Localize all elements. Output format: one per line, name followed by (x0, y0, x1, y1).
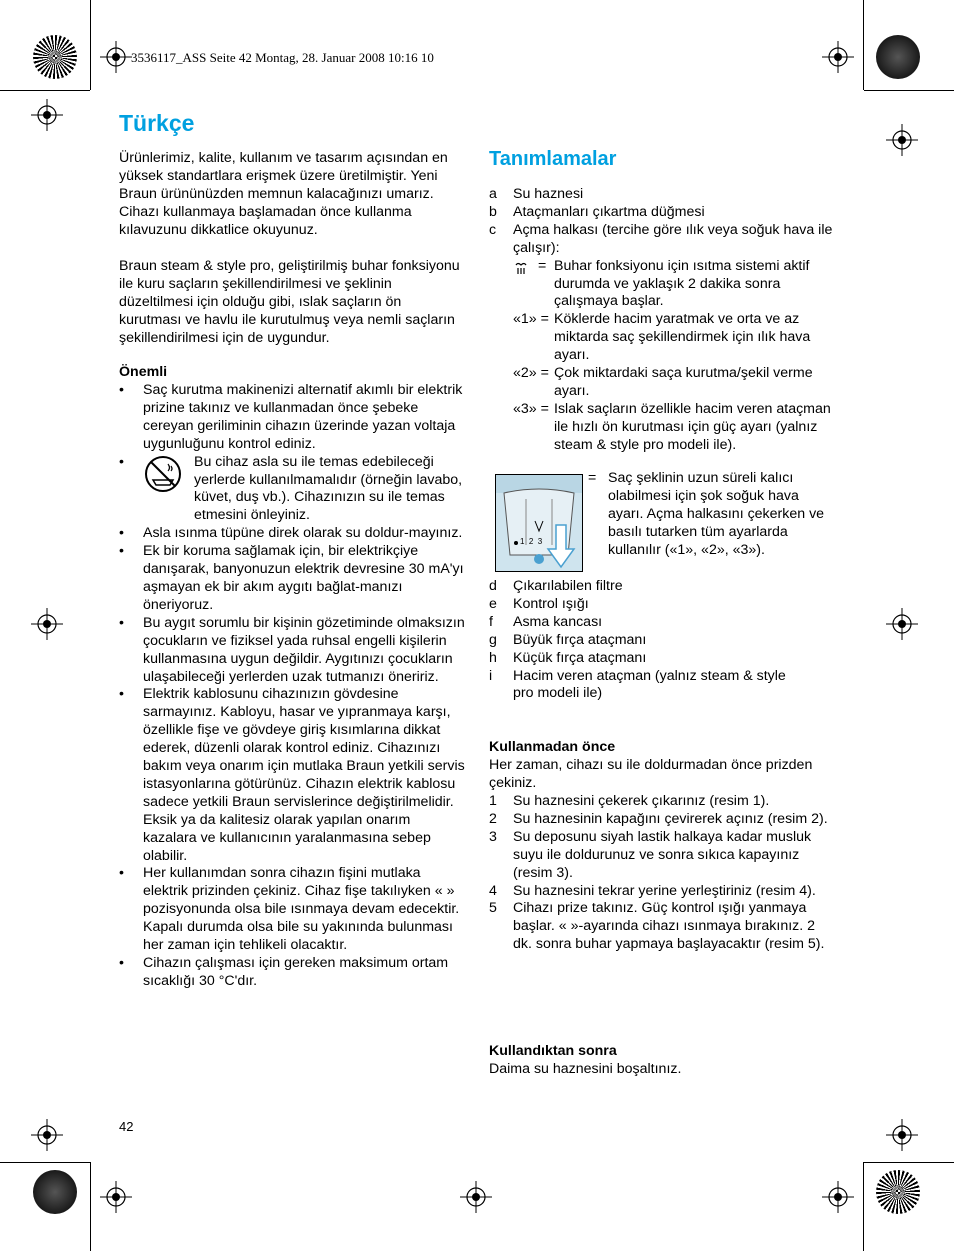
page-title: Türkçe (119, 110, 195, 136)
dryer-dial-icon (496, 475, 582, 571)
crosshair-icon (100, 1181, 132, 1213)
setting-1: «1» = Köklerde hacim yaratmak ve orta ve az miktarda saç şekillendirmek için ılık hava ayarı. (513, 311, 811, 364)
list-item: • Her kullanımdan sonra cihazın fişini mutlaka elektrik prizinden çekiniz. Cihaz fişe takılıyken « » pozisyonunda olsa bile ısınmaya devam edecektir. Kapalı durumda olsa bile su yakınında bulunması her zaman için tehlikeli olacaktır. (119, 865, 460, 954)
crop-line (90, 1162, 91, 1251)
after-use-text: Daima su haznesini boşaltınız. (489, 1061, 682, 1077)
dial-labels: 1 2 3 (520, 537, 543, 546)
list-item: • Elektrik kablosunu cihazınızın gövdesine sarmayınız. Kabloyu, hasar ve yıpranmaya karşı, özellikle fişe ve gövdeye giriş kısımlarına dikkat ederek, düzenli olarak kontrol ediniz. Cihazınızı bakım veya onarım için mutlaka Braun yetkili servis istasyonlarına götürünüz. Cihazın elektrik kablosu sadece yetkili Braun servislerince değiştirilmelidir. Eksik ya da kalitesiz olarak yapılan onarım kazalara ve kullanıcının yaralanmasına sebep olabilir. (119, 686, 465, 864)
list-item: a Su haznesi (489, 186, 584, 202)
crop-line (0, 90, 90, 91)
list-item: 5 Cihazı prize takınız. Güç kontrol ışığı yanmaya başlar. « »-ayarında cihazı ısınmaya bırakınız. 2 dk. sonra buhar yapmaya başlayacaktır (resim 5). (489, 900, 825, 953)
steam-icon (513, 260, 529, 276)
setting-cool-shot: = Saç şeklinin uzun süreli kalıcı olabilmesi için şok soğuk hava ayarı. Açma halkasını çekerken ve basılı tutarken tüm ayarlarda kullanılır («1», «2», «3»). (588, 470, 825, 558)
safety-list (119, 382, 465, 991)
crosshair-icon (31, 1119, 63, 1151)
crop-line (90, 0, 91, 90)
setting-3: «3» = Islak saçların özellikle hacim veren ataçman ile hızlı ön kurutması için güç ayarı (yalnız steam & style pro modeli ile). (513, 400, 831, 453)
list-item: 2 Su haznesinin kapağını çevirerek açınız (resim 2). (489, 810, 828, 827)
crosshair-icon (886, 124, 918, 156)
before-use-intro: Her zaman, cihazı su ile doldurmadan önce prizden çekiniz. (489, 757, 813, 791)
list-item: • Bu cihaz asla su ile temas edebileceği yerlerde kullanılmamalıdır (örneğin lavabo, küvet, duş vb.). Cihazınızın su ile temas etmesini önleyiniz. (119, 453, 463, 524)
list-item: • Ek bir koruma sağlamak için, bir elektrikçiye danışarak, banyonuzun elektrik devresine 30 mA'yı aşmayan ek bir akım aygıtı bağlat-manızı öneriyoruz. (119, 543, 464, 613)
crosshair-icon (460, 1181, 492, 1213)
setting-steam: = Buhar fonksiyonu için ısıtma sistemi aktif durumda ve yaklaşık 2 dakika sonra çalışmaya başlar. (489, 258, 834, 312)
crosshair-icon (31, 99, 63, 131)
no-water-warning-icon (143, 454, 183, 494)
page-number: 42 (119, 1119, 134, 1134)
list-item: • Asla ısınma tüpüne direk olarak su doldur-mayınız. (119, 525, 463, 542)
list-item: • Cihazın çalışması için gereken maksimum ortam sıcaklığı 30 °C'dır. (119, 955, 449, 989)
list-item: b Ataçmanları çıkartma düğmesi (489, 203, 705, 220)
list-item: h Küçük fırça ataçmanı (489, 649, 647, 666)
crop-line (864, 1162, 954, 1163)
crosshair-icon (31, 608, 63, 640)
important-heading: Önemli (119, 364, 168, 380)
list-item: f Asma kancası (489, 613, 603, 630)
registration-rosette-icon (876, 35, 920, 79)
crop-line (864, 90, 954, 91)
intro-paragraph: Ürünlerimiz, kalite, kullanım ve tasarım açısından en yüksek standartlara erişmek üzere üretilmiştir. Yeni Braun ürününüzden memnun kalacağınızı umarız. Cihazı kullanmaya başlamadan önce kullanma kılavuzunu dikkatlice okuyunuz. (119, 150, 448, 238)
crosshair-icon (822, 1181, 854, 1213)
product-description: Braun steam & style pro, geliştirilmiş buhar fonksiyonu ile kuru saçların şekillendirilmesi ve şeklinin düzeltilmesi için olduğu gibi, ıslak saçların ön kurutması ve havlu ile kurutulmuş veya nemli saçların şekillendirilmesi için de uygundur. (119, 258, 460, 346)
registration-rosette-icon (33, 1170, 77, 1214)
steps-list (489, 793, 834, 954)
cool-shot-illustration (495, 474, 583, 572)
list-item: 3 Su deposunu siyah lastik halkaya kadar musluk suyu ile doldurunuz ve sonra sıkıca kapayınız (resim 3). (489, 828, 812, 881)
crosshair-icon (886, 1119, 918, 1151)
crosshair-icon (822, 41, 854, 73)
setting-2: «2» = Çok miktardaki saça kurutma/şekil verme ayarı. (513, 365, 813, 399)
crosshair-icon (100, 41, 132, 73)
crop-line (863, 0, 864, 90)
list-item: 4 Su haznesini tekrar yerine yerleştiriniz (resim 4). (489, 882, 816, 899)
list-item: • Saç kurutma makinenizi alternatif akımlı bir elektrik prizine takınız ve kullanmadan önce şebeke cereyan geriliminin cihazın üzerinde yazan voltaja uygunluğunu kontrol ediniz. (119, 382, 463, 452)
print-header: 3536117_ASS Seite 42 Montag, 28. Januar 2008 10:16 10 (131, 50, 434, 65)
parts-list-continued (489, 578, 834, 703)
after-use-heading: Kullandıktan sonra (489, 1043, 617, 1059)
registration-rosette-icon (876, 1170, 920, 1214)
crosshair-icon (886, 608, 918, 640)
list-item: • Bu aygıt sorumlu bir kişinin gözetiminde olmaksızın çocukların ve fiziksel yada ruhsal engelli kişilerin kullanmasına uygun değildir. Aygıtınızı çocukların ulaşabileceği yerlerden uzak tutmanızı öneririz. (119, 614, 465, 685)
parts-list (489, 186, 834, 455)
list-item: 1 Su haznesini çekerek çıkarınız (resim 1). (489, 793, 770, 809)
list-item: e Kontrol ışığı (489, 595, 589, 612)
crop-line (863, 1162, 864, 1251)
registration-rosette-icon (33, 35, 77, 79)
before-use-heading: Kullanmadan önce (489, 739, 616, 755)
section-title: Tanımlamalar (489, 148, 617, 170)
crop-line (0, 1162, 90, 1163)
list-item: c Açma halkası (tercihe göre ılık veya soğuk hava ile çalışır): (489, 221, 833, 256)
list-item: d Çıkarılabilen filtre (489, 578, 623, 594)
list-item: i Hacim veren ataçman (yalnız steam & style pro modeli ile) (489, 667, 786, 702)
list-item: g Büyük fırça ataçmanı (489, 631, 647, 648)
